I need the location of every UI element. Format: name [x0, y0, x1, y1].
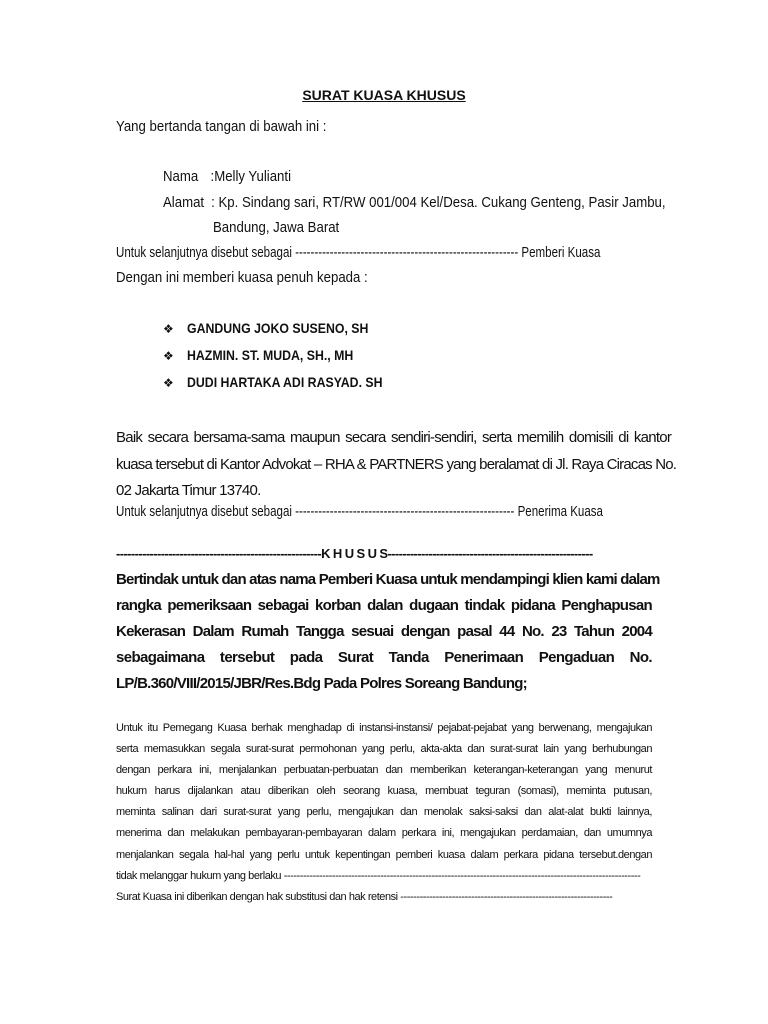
diamond-bullet-icon: ❖	[163, 376, 174, 390]
paragraph-line: Surat Kuasa ini diberikan dengan hak substitusi dan hak retensi ------------------------------------------------------------------	[116, 890, 613, 903]
domisili-paragraph	[116, 425, 677, 505]
paragraph-line: Untuk itu Pemegang Kuasa berhak menghadap di instansi-instansi/ pejabat-pejabat yang berwenang, mengajukan	[116, 722, 652, 734]
paragraph-line: tidak melanggar hukum yang berlaku ---------------------------------------------------------------------------------------------------------------	[116, 869, 641, 882]
paragraph-line: hukum harus dijalankan atau diberikan oleh seorang kuasa, membuat teguran (somasi), meminta putusan,	[116, 785, 652, 798]
recipient-item	[163, 320, 393, 336]
recipient-item	[163, 374, 409, 390]
paragraph-line: menerima dan melakukan pembayaran-pembayaran dalam perkara ini, mengajukan perdamaian, dan umumnya	[116, 827, 652, 840]
bertindak-paragraph	[116, 567, 660, 697]
paragraph-line: kuasa tersebut di Kantor Advokat – RHA & PARTNERS yang beralamat di Jl. Raya Ciracas No.	[116, 455, 677, 473]
paragraph-line: Kekerasan Dalam Rumah Tangga sesuai dengan pasal 44 No. 23 Tahun 2004	[116, 623, 652, 640]
penerima-kuasa-line: Untuk selanjutnya disebut sebagai --------------------------------------------------------- Penerima Kuasa	[116, 503, 603, 520]
paragraph-line: serta memasukkan segala surat-surat permohonan yang perlu, akta-akta dan surat-surat lain yang berhubungan	[116, 743, 652, 756]
paragraph-line: LP/B.360/VIII/2015/JBR/Res.Bdg Pada Polres Soreang Bandung;	[116, 675, 527, 692]
alamat-value-continued: Bandung, Jawa Barat	[213, 219, 340, 236]
paragraph-line: menjalankan segala hal-hal yang perlu untuk kepentingan pemberi kuasa dalam perkara pidana tersebut.dengan	[116, 848, 652, 861]
wewenang-paragraph	[116, 718, 652, 908]
document-title: SURAT KUASA KHUSUS	[302, 87, 466, 103]
alamat-label: Alamat	[163, 194, 205, 211]
paragraph-line: 02 Jakarta Timur 13740.	[116, 482, 261, 499]
paragraph-line: meminta salinan dari surat-surat yang perlu, mengajukan dan menolak saksi-saksi dan alat-alat bukti lainnya,	[116, 806, 652, 819]
paragraph-line: dengan perkara ini, menjalankan perbuatan-perbuatan dan memberikan keterangan-keterangan yang menurut	[116, 764, 652, 777]
paragraph-line: Baik secara bersama-sama maupun secara sendiri-sendiri, serta memilih domisili di kantor	[116, 429, 672, 446]
nama-field	[163, 168, 308, 185]
khusus-heading: -------------------------------------------------------K H U S U S-------------------------------------------------------	[116, 546, 593, 561]
paragraph-line: rangka pemeriksaan sebagai korban dalan dugaan tindak pidana Penghapusan	[116, 597, 652, 614]
alamat-value: : Kp. Sindang sari, RT/RW 001/004 Kel/Desa. Cukang Genteng, Pasir Jambu,	[211, 194, 666, 211]
recipient-name: HAZMIN. ST. MUDA, SH., MH	[187, 347, 354, 363]
recipient-item	[163, 347, 376, 363]
pemberi-kuasa-line: Untuk selanjutnya disebut sebagai ---------------------------------------------------------- Pemberi Kuasa	[116, 244, 601, 261]
recipient-name: DUDI HARTAKA ADI RASYAD. SH	[187, 374, 383, 390]
nama-label: Nama	[163, 168, 199, 185]
diamond-bullet-icon: ❖	[163, 349, 174, 363]
alamat-field	[163, 194, 734, 211]
recipient-name: GANDUNG JOKO SUSENO, SH	[187, 320, 369, 336]
paragraph-line: Bertindak untuk dan atas nama Pemberi Kuasa untuk mendampingi klien kami dalam	[116, 571, 660, 588]
paragraph-line: sebagaimana tersebut pada Surat Tanda Penerimaan Pengaduan No.	[116, 649, 652, 666]
intro-text: Yang bertanda tangan di bawah ini :	[116, 118, 327, 135]
diamond-bullet-icon: ❖	[163, 322, 174, 336]
dengan-ini-text: Dengan ini memberi kuasa penuh kepada :	[116, 269, 368, 286]
nama-value: :Melly Yulianti	[210, 168, 291, 185]
